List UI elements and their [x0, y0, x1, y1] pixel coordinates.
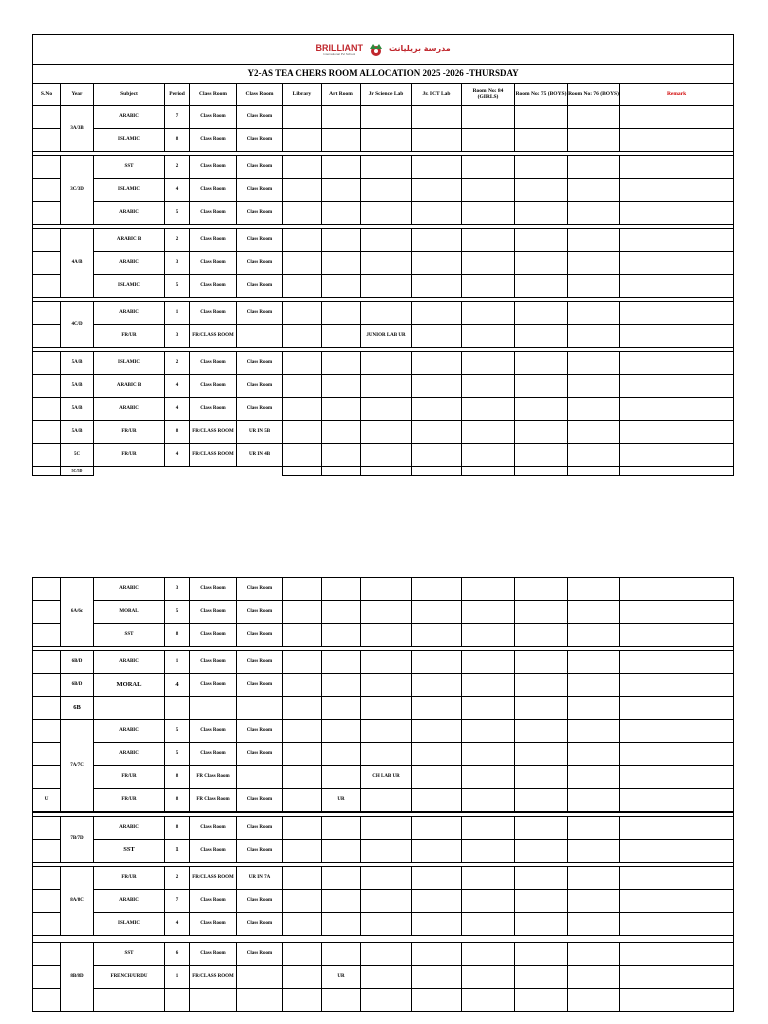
- school-logo: [315, 43, 450, 57]
- table-row: 6B/D ARABIC 1 Class Room Class Room: [33, 651, 734, 674]
- table-row: MORAL 5 Class Room Class Room: [33, 601, 734, 624]
- table-row: 8A/8C FR/UR 2 FR/CLASS ROOM UR IN 7A: [33, 866, 734, 889]
- col-art-room: Art Room: [322, 84, 361, 106]
- col-period: Period: [165, 84, 190, 106]
- col-ict-lab: Jr. ICT Lab: [412, 84, 462, 106]
- table-row: SST 8 Class Room Class Room: [33, 624, 734, 647]
- table-row: 6B/D MORAL 4 Class Room Class Room: [33, 674, 734, 697]
- col-year: Year: [61, 84, 94, 106]
- table-row: ARABIC 5 Class Room Class Room: [33, 743, 734, 766]
- table-row: FR/UR 8 FR Class Room CH LAB UR: [33, 766, 734, 789]
- table-row: ISLAMIC 8 Class Room Class Room: [33, 129, 734, 152]
- allocation-table-2: [32, 577, 734, 1012]
- table-row: 5A/B ARABIC 4 Class Room Class Room: [33, 398, 734, 421]
- table-row: FR/UR 3 FR/CLASS ROOM JUNIOR LAB UR: [33, 325, 734, 348]
- logo-arabic: مدرسة بريليانت: [388, 44, 451, 54]
- table-row: ARABIC 3 Class Room Class Room: [33, 252, 734, 275]
- table-row: 5C FR/UR 4 FR/CLASS ROOM UR IN 4B: [33, 444, 734, 467]
- table-row: ARABIC 5 Class Room Class Room: [33, 202, 734, 225]
- col-room-76: Room No: 76 (BOYS): [568, 84, 620, 106]
- col-room-84: Room No: 84 (GIRLS): [462, 84, 515, 106]
- page-title: Y2-AS TEA CHERS ROOM ALLOCATION 2025 -2026 -THURSDAY: [33, 65, 734, 84]
- table-row: 8B/8D SST 6 Class Room Class Room: [33, 942, 734, 965]
- col-class-room: Class Room: [190, 84, 237, 106]
- table-row: 5A/B ARABIC B 4 Class Room Class Room: [33, 375, 734, 398]
- table-row: ISLAMIC 4 Class Room Class Room: [33, 179, 734, 202]
- allocation-table-1: [32, 34, 734, 476]
- col-science-lab: Jr Science Lab: [361, 84, 412, 106]
- crown-icon: [367, 43, 385, 57]
- col-subject: Subject: [94, 84, 165, 106]
- table-row: 6A/6c ARABIC 3 Class Room Class Room: [33, 578, 734, 601]
- table-row: 3A/3B ARABIC 7 Class Room Class Room: [33, 106, 734, 129]
- table-row: 4A/B ARABIC B 2 Class Room Class Room: [33, 229, 734, 252]
- table-row: ISLAMIC 4 Class Room Class Room: [33, 912, 734, 935]
- allocation-sheet-2: [32, 577, 733, 1012]
- table-row: 6B: [33, 697, 734, 720]
- table-row: U FR/UR 8 FR Class Room Class Room UR: [33, 789, 734, 812]
- logo-cell: [33, 35, 734, 65]
- table-row: 5C/5D: [33, 467, 734, 476]
- col-room-75: Room No: 75 (BOYS): [515, 84, 568, 106]
- table-row: ARABIC 7 Class Room Class Room: [33, 889, 734, 912]
- table-row: SST 1 Class Room Class Room: [33, 839, 734, 862]
- table-row: 5A/B ISLAMIC 2 Class Room Class Room: [33, 352, 734, 375]
- table-row: ISLAMIC 5 Class Room Class Room: [33, 275, 734, 298]
- allocation-sheet-1: [32, 34, 733, 476]
- col-class-room-2: Class Room: [237, 84, 283, 106]
- table-row: 3C/3D SST 2 Class Room Class Room: [33, 156, 734, 179]
- col-remark: Remark: [620, 84, 734, 106]
- table-row: 5A/B FR/UR 8 FR/CLASS ROOM UR IN 5B: [33, 421, 734, 444]
- table-row: [33, 988, 734, 1011]
- header-row: [33, 84, 734, 106]
- table-row: FRENCH/URDU 1 FR/CLASS ROOM UR: [33, 965, 734, 988]
- logo-text: BRILLIANT International Pvt School: [315, 42, 363, 56]
- table-row: 7A/7C ARABIC 5 Class Room Class Room: [33, 720, 734, 743]
- col-library: Library: [283, 84, 322, 106]
- table-row: 4C/D ARABIC 1 Class Room Class Room: [33, 302, 734, 325]
- col-sno: S.No: [33, 84, 61, 106]
- table-row: 7B/7D ARABIC 8 Class Room Class Room: [33, 816, 734, 839]
